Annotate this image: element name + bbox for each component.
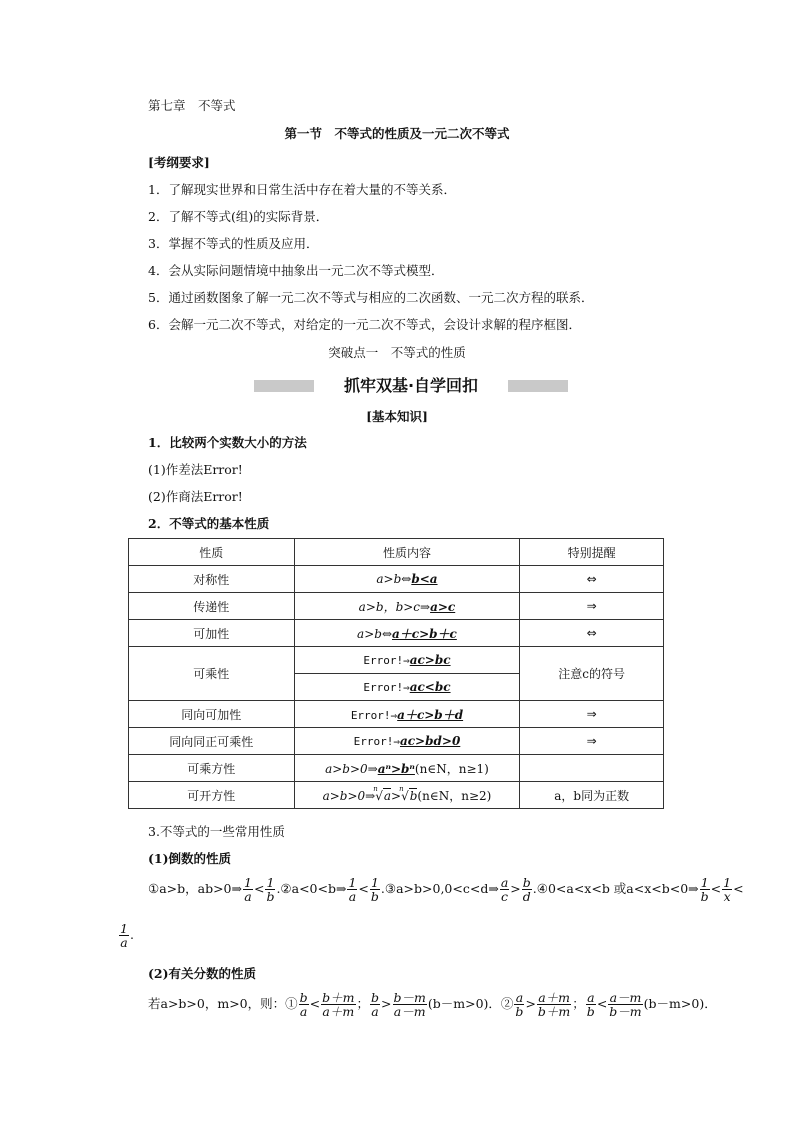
- requirement-item: 1．了解现实世界和日常生活中存在着大量的不等关系．: [148, 182, 456, 197]
- requirement-item: 5．通过函数图象了解一元二次不等式与相应的二次函数、一元二次方程的联系．: [148, 290, 594, 305]
- fraction: $\frac{b-m}{a-m}$: [393, 990, 426, 1020]
- common-properties-heading: 3.不等式的一些常用性质: [148, 824, 285, 839]
- fraction-heading: (2)有关分数的性质: [148, 966, 257, 981]
- banner-label: 抓牢双基·自学回扣: [343, 376, 479, 395]
- property-content: a>b⇔b<a: [294, 566, 520, 593]
- banner-bar-right: [508, 380, 568, 392]
- fraction: $\frac{1}{a}$: [120, 921, 128, 951]
- header-cell: 性质内容: [294, 539, 520, 566]
- section-title: 第一节 不等式的性质及一元二次不等式: [284, 126, 510, 141]
- reciprocal-formulas: ①a>b，ab>0⇒ $\frac{1}{a}$ < $\frac{1}{b}$ .②a<0<b⇒ $\frac{1}{a}$ < $\frac{1}{b}$ .③a>b>0,0<c<d⇒ $\frac{a}{c}$ > $\frac{b}{d}$ .④0<a<x<b 或a<x<b<0⇒ $\frac{1}{b}$ < $\frac{1}{x}$ <: [148, 875, 744, 905]
- property-note: [520, 755, 664, 782]
- fraction: $\frac{b}{a}$: [371, 990, 380, 1020]
- property-content: a>b⇔a＋c>b＋c: [294, 620, 520, 647]
- property-content: a>b>0⇒ n √a> n √b(n∈N，n≥2): [294, 782, 520, 809]
- table-header-row: [129, 539, 664, 566]
- property-name: 可开方性: [129, 782, 295, 809]
- table-row: [129, 593, 664, 620]
- breakpoint-title: 突破点一 不等式的性质: [328, 345, 466, 360]
- fraction: $\frac{b+m}{a+m}$: [322, 990, 355, 1020]
- property-content: a>b，b>c⇒a>c: [294, 593, 520, 620]
- header-cell: 性质: [129, 539, 295, 566]
- property-note: ⇒: [520, 701, 664, 728]
- property-note: ⇔: [520, 566, 664, 593]
- property-name: 同向同正可乘性: [129, 728, 295, 755]
- properties-table: [128, 538, 664, 809]
- property-name: 可加性: [129, 620, 295, 647]
- fraction-formulas: 若a>b>0，m>0，则：① $\frac{b}{a}$ < $\frac{b+m}{a+m}$ ； $\frac{b}{a}$ > $\frac{b-m}{a-m}$ (b－m>0)．② $\frac{a}{b}$ > $\frac{a+m}{b+m}$ ； $\frac{a}{b}$ < $\frac{a-m}{b-m}$ (b－m>0)．: [148, 990, 717, 1020]
- property-content: Error!⇒ac>bd>0: [294, 728, 520, 755]
- basic-knowledge-heading: [基本知识]: [366, 409, 428, 424]
- basic-properties-heading: 2．不等式的基本性质: [148, 516, 270, 531]
- table-row: [129, 755, 664, 782]
- nth-root: n √a: [373, 784, 392, 803]
- compare-difference: (1)作差法Error!: [148, 462, 243, 477]
- table-row: [129, 647, 664, 674]
- property-name: 同向可加性: [129, 701, 295, 728]
- nth-root: n √b: [399, 784, 418, 803]
- exam-requirements-heading: [考纲要求]: [148, 155, 210, 170]
- property-name: 对称性: [129, 566, 295, 593]
- fraction: $\frac{b}{d}$: [522, 875, 531, 905]
- property-name: 可乘性: [129, 647, 295, 701]
- fraction: $\frac{a}{c}$: [500, 875, 509, 905]
- property-content: Error!⇒a＋c>b＋d: [294, 701, 520, 728]
- reciprocal-formula-continuation: $\frac{1}{a}$ .: [120, 921, 134, 951]
- table-row: [129, 701, 664, 728]
- property-content: Error!⇒ac>bc: [294, 647, 520, 674]
- fraction: $\frac{1}{a}$: [348, 875, 357, 905]
- table-row: [129, 728, 664, 755]
- requirement-item: 2．了解不等式(组)的实际背景．: [148, 209, 329, 224]
- fraction: $\frac{a}{b}$: [586, 990, 595, 1020]
- property-note: ⇔: [520, 620, 664, 647]
- fraction: $\frac{b}{a}$: [299, 990, 308, 1020]
- fraction: $\frac{1}{x}$: [723, 875, 732, 905]
- fraction: $\frac{1}{b}$: [370, 875, 379, 905]
- fraction: $\frac{1}{b}$: [266, 875, 275, 905]
- header-cell: 特别提醒: [520, 539, 664, 566]
- section-banner: [254, 376, 568, 396]
- fraction: $\frac{1}{a}$: [244, 875, 252, 905]
- fraction: $\frac{a-m}{b-m}$: [609, 990, 642, 1020]
- property-name: 可乘方性: [129, 755, 295, 782]
- chapter-title: 第七章 不等式: [148, 98, 236, 113]
- banner-bar-left: [254, 380, 314, 392]
- property-note: 注意c的符号: [520, 647, 664, 701]
- fraction: $\frac{a+m}{b+m}$: [537, 990, 571, 1020]
- property-note: ⇒: [520, 593, 664, 620]
- compare-quotient: (2)作商法Error!: [148, 489, 243, 504]
- property-content: Error!⇒ac<bc: [294, 674, 520, 701]
- reciprocal-heading: (1)倒数的性质: [148, 851, 232, 866]
- property-note: ⇒: [520, 728, 664, 755]
- property-content: a>b>0⇒aⁿ>bⁿ(n∈N，n≥1): [294, 755, 520, 782]
- requirement-item: 3．掌握不等式的性质及应用．: [148, 236, 319, 251]
- compare-heading: 1．比较两个实数大小的方法: [148, 435, 307, 450]
- property-name: 传递性: [129, 593, 295, 620]
- property-note: a，b同为正数: [520, 782, 664, 809]
- table-row: [129, 566, 664, 593]
- fraction: $\frac{a}{b}$: [515, 990, 524, 1020]
- table-row: [129, 620, 664, 647]
- requirement-item: 4．会从实际问题情境中抽象出一元二次不等式模型．: [148, 263, 444, 278]
- fraction: $\frac{1}{b}$: [700, 875, 709, 905]
- requirement-item: 6．会解一元二次不等式，对给定的一元二次不等式，会设计求解的程序框图．: [148, 317, 581, 332]
- table-row: [129, 782, 664, 809]
